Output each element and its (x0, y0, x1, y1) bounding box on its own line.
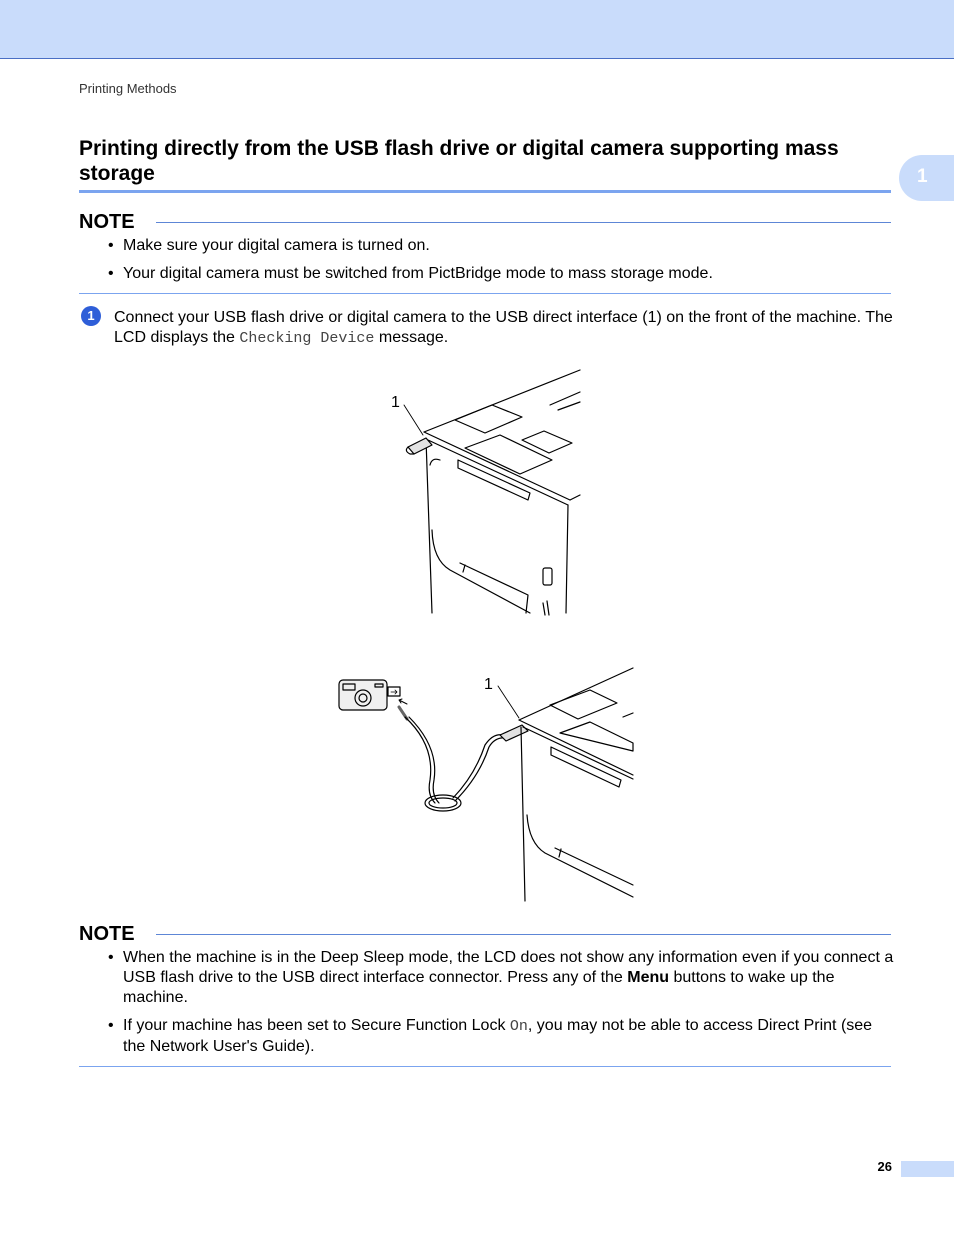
title-underline (79, 190, 891, 193)
list-item (106, 264, 894, 284)
list-item (106, 948, 894, 1008)
bullet-text: buttons to wake up the machine. (123, 969, 835, 1006)
bullet-text: Your digital camera must be switched from PictBridge mode to mass storage mode. (123, 265, 713, 282)
step-text-part: message. (374, 329, 449, 346)
running-head: Printing Methods (79, 81, 177, 96)
step-text-part: Connect your USB flash drive or digital camera to the USB direct interface (1) on the front of the machine. The LCD displays the (114, 309, 893, 346)
header-band (0, 0, 954, 59)
bullet-text: If your machine has been set to Secure Function Lock (123, 1017, 510, 1034)
list-item (106, 236, 894, 256)
note-divider (156, 934, 891, 935)
page-number: 26 (877, 1159, 892, 1174)
menu-key-label: Menu (627, 969, 670, 986)
note-list (106, 948, 894, 1057)
usb-flash-drive-illustration (380, 365, 590, 620)
lcd-message: Checking Device (239, 330, 375, 347)
chapter-tab (899, 155, 954, 201)
note-divider (156, 222, 891, 223)
list-item (106, 1016, 894, 1057)
digital-camera-illustration (335, 665, 635, 905)
callout-label: 1 (484, 676, 493, 693)
bullet-icon: • (108, 949, 114, 966)
setting-value: On (509, 1018, 528, 1035)
section-title: Printing directly from the USB flash drive or digital camera supporting mass storage (79, 137, 839, 185)
note-heading: NOTE (79, 923, 135, 945)
note-end-rule (79, 1066, 891, 1067)
step-number-badge: 1 (81, 306, 101, 326)
note-heading: NOTE (79, 211, 135, 233)
note-list (106, 236, 894, 284)
bullet-icon: • (108, 237, 114, 254)
bullet-text: When the machine is in the Deep Sleep mode, the LCD does not show any information even if you connect a USB flash drive to the USB direct interface connector. Press any of the (123, 949, 894, 986)
step-text (114, 308, 904, 349)
note-end-rule (79, 293, 891, 294)
bullet-icon: • (108, 1017, 114, 1034)
bullet-text: Make sure your digital camera is turned on. (123, 237, 430, 254)
chapter-number: 1 (917, 166, 928, 187)
bullet-text: , you may not be able to access Direct Print (see the Network User's Guide). (123, 1017, 873, 1055)
bullet-icon: • (108, 265, 114, 282)
page-tab (901, 1161, 954, 1177)
callout-label: 1 (391, 394, 400, 411)
